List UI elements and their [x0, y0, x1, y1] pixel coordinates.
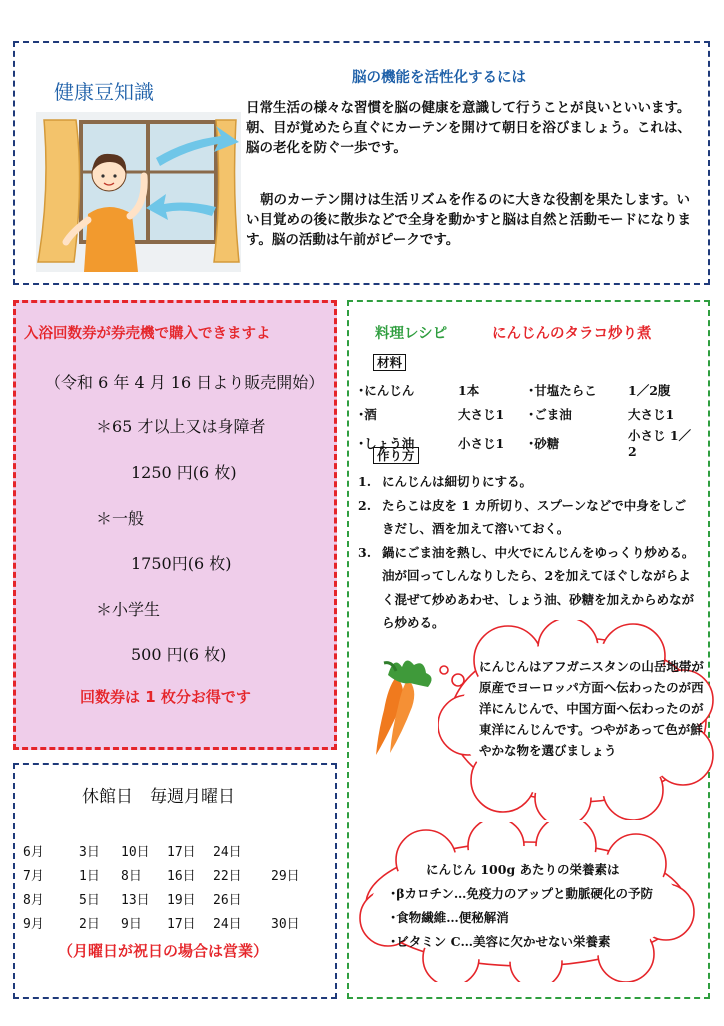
nutrition-item: ･βカロチン…免疫力のアップと動脈硬化の予防 [390, 886, 654, 901]
ticket-price-child: 500 円(6 枚) [131, 645, 227, 664]
ticket-price-general: 1750円(6 枚) [131, 554, 232, 573]
recipe-steps [358, 470, 698, 635]
ticket-box [13, 300, 337, 750]
nutrition-title: にんじん 100g あたりの栄養素は [426, 862, 620, 877]
table-row: ･にんじん 1本 ･甘塩たらこ 1／2腹 [358, 383, 671, 398]
ticket-category-general: ＊一般 [96, 509, 145, 528]
ticket-category-senior: ＊65 才以上又は身障者 [96, 417, 266, 436]
list-item: 1. にんじんは細切りにする。 [358, 474, 533, 489]
ingredients-label: 材料 [373, 354, 406, 371]
ticket-price-senior: 1250 円(6 枚) [131, 463, 237, 482]
holiday-note: （月曜日が祝日の場合は営業） [58, 942, 269, 960]
health-tips-paragraph-1: 日常生活の様々な習慣を脳の健康を意識して行うことが良いといいます。朝、目が覚めたら直ぐにカーテンを開けて朝日を浴びましょう。これは、脳の老化を防ぐ一歩です。 [246, 100, 691, 156]
health-tips-title: 脳の機能を活性化するには [352, 70, 526, 86]
health-tips-heading: 健康豆知識 [54, 80, 154, 104]
table-row: 6月 3日 10日 17日 24日 [23, 844, 242, 860]
holiday-table [23, 838, 311, 934]
nutrition-item: ･食物繊維…便秘解消 [390, 910, 509, 925]
recipe-label: 料理レシピ [375, 326, 448, 342]
table-row: ･しょう油 小さじ1 ･砂糖 小さじ 1／2 [358, 428, 692, 459]
table-row: 7月 1日 8日 16日 22日 29日 [23, 868, 300, 884]
list-item: 3. 鍋にごま油を熱し、中火でにんじんをゆっくり炒める。油が回ってしんなりしたら、2を加えてほぐしながらよく混ぜて炒めあわせ、しょう油、砂糖を加えからめながら炒める。 [358, 544, 695, 630]
ticket-category-child: ＊小学生 [96, 600, 161, 619]
holiday-title: 休館日 毎週月曜日 [82, 787, 235, 807]
health-tips-paragraph-2: 朝のカーテン開けは生活リズムを作るのに大きな役割を果たします。いい目覚めの後に散歩などで全身を動かすと脳は自然と活動モードになります。脳の活動は午前がピークです。 [246, 192, 691, 248]
ticket-start-date: （令和 6 年 4 月 16 日より販売開始） [45, 373, 325, 392]
carrot-info-text: にんじんはアフガニスタンの山岳地帯が原産でヨーロッパ方面へ伝わったのが西洋にんじんで、中国方面へ伝わったのが東洋にんじんです。つやがあって色が鮮やかな物を選びましょう [479, 659, 704, 758]
method-label: 作り方 [373, 447, 419, 464]
nutrition-item: ･ビタミン C…美容に欠かせない栄養素 [390, 934, 611, 949]
nutrition-cloud [356, 822, 698, 982]
recipe-name: にんじんのタラコ炒り煮 [492, 326, 652, 342]
carrot-illustration [366, 655, 441, 760]
table-row: 9月 2日 9日 17日 24日 30日 [23, 916, 300, 932]
ticket-title: 入浴回数券が券売機で購入できますよ [24, 326, 271, 342]
ticket-note: 回数券は 1 枚分お得です [80, 688, 251, 706]
list-item: 2. たらこは皮を 1 カ所切り、スプーンなどで中身をしごきだし、酒を加えて溶いておく。 [358, 497, 687, 536]
curtain-illustration [36, 112, 241, 272]
table-row: 8月 5日 13日 19日 26日 [23, 892, 242, 908]
table-row: ･酒 大さじ1 ･ごま油 大さじ1 [358, 407, 675, 422]
